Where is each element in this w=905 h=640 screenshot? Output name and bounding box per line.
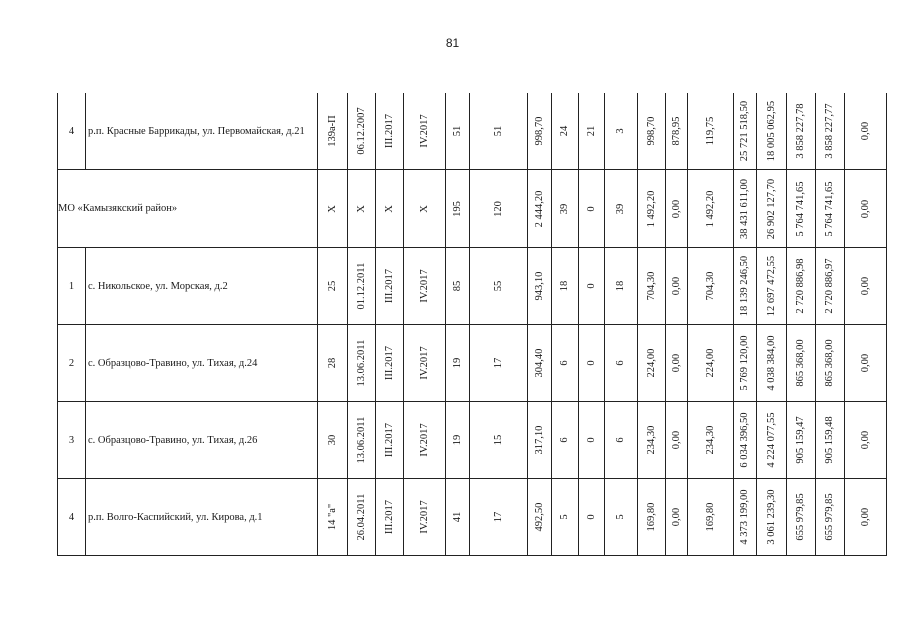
rooms-municipal-cell <box>579 93 605 170</box>
area-resettled-value: 224,00 <box>645 348 657 378</box>
cost-extra-cell <box>845 93 887 170</box>
residents-total-cell <box>446 325 470 402</box>
rooms-private-value: 39 <box>614 203 626 214</box>
row-number: 4 <box>58 93 86 170</box>
registration-date-cell <box>348 479 376 556</box>
rooms-municipal-cell <box>579 325 605 402</box>
cost-region-cell <box>787 325 816 402</box>
residents-resettled-value: 120 <box>492 200 504 217</box>
residents-resettled-value: 17 <box>492 511 504 523</box>
planned-end-value: IV.2017 <box>418 114 430 148</box>
residents-resettled-cell <box>470 170 528 248</box>
registration-date-cell <box>348 325 376 402</box>
rooms-total-cell <box>552 93 579 170</box>
rooms-private-cell <box>605 170 638 248</box>
area-private-cell <box>688 325 734 402</box>
residents-resettled-cell <box>470 248 528 325</box>
cost-fund-value: 18 005 062,95 <box>765 100 777 162</box>
cost-extra-value: 0,00 <box>859 121 871 141</box>
registration-date-cell <box>348 402 376 479</box>
area-private-cell <box>688 170 734 248</box>
object-number-cell <box>318 325 348 402</box>
rooms-private-value: 3 <box>614 128 626 134</box>
area-municipal-cell <box>666 479 688 556</box>
area-private-value: 169,80 <box>704 502 716 532</box>
cost-total-cell <box>734 479 757 556</box>
planned-start-value: III.2017 <box>383 499 395 535</box>
house-address: с. Образцово-Травино, ул. Тихая, д.26 <box>86 402 318 479</box>
area-total-value: 2 444,20 <box>533 190 545 227</box>
area-resettled-value: 169,80 <box>645 502 657 532</box>
rooms-private-cell <box>605 479 638 556</box>
cost-region-value: 3 858 227,78 <box>794 103 806 159</box>
area-private-value: 224,00 <box>704 348 716 378</box>
area-total-value: 317,10 <box>533 425 545 455</box>
object-number-value: 25 <box>326 280 338 292</box>
planned-end-cell <box>404 170 446 248</box>
row-number: 3 <box>58 402 86 479</box>
cost-region-value: 865 368,00 <box>794 339 806 387</box>
object-number-value: 14 "а" <box>326 503 338 531</box>
object-number-value: 30 <box>326 434 338 446</box>
municipality-name: МО «Камызякский район» <box>58 170 318 248</box>
cost-municipal-cell <box>816 402 845 479</box>
registration-date-value: 06.12.2007 <box>355 107 367 155</box>
object-number-cell <box>318 248 348 325</box>
area-resettled-cell <box>638 325 666 402</box>
area-private-value: 704,30 <box>704 271 716 301</box>
house-address: р.п. Волго-Каспийский, ул. Кирова, д.1 <box>86 479 318 556</box>
cost-municipal-cell <box>816 325 845 402</box>
area-resettled-value: 998,70 <box>645 116 657 146</box>
cost-extra-value: 0,00 <box>859 430 871 450</box>
planned-end-cell <box>404 248 446 325</box>
cost-extra-value: 0,00 <box>859 507 871 527</box>
row-number: 2 <box>58 325 86 402</box>
object-number-cell <box>318 479 348 556</box>
rooms-municipal-value: 0 <box>585 514 597 520</box>
cost-extra-cell <box>845 170 887 248</box>
rooms-private-value: 18 <box>614 280 626 292</box>
residents-total-cell <box>446 170 470 248</box>
residents-resettled-value: 51 <box>492 125 504 137</box>
cost-total-value: 6 034 396,50 <box>738 412 750 468</box>
residents-total-cell <box>446 479 470 556</box>
table-row <box>58 325 887 402</box>
area-municipal-value: 0,00 <box>670 199 682 218</box>
cost-fund-cell <box>757 248 787 325</box>
area-resettled-cell <box>638 479 666 556</box>
cost-fund-cell <box>757 325 787 402</box>
object-number-cell <box>318 402 348 479</box>
rooms-private-value: 6 <box>614 360 626 366</box>
cost-region-value: 5 764 741,65 <box>794 180 806 237</box>
rooms-total-value: 6 <box>558 360 570 366</box>
residents-total-value: 19 <box>451 357 463 369</box>
area-municipal-cell <box>666 248 688 325</box>
rooms-total-value: 39 <box>558 203 570 214</box>
area-municipal-value: 0,00 <box>670 430 682 450</box>
area-private-cell <box>688 402 734 479</box>
registration-date-cell <box>348 170 376 248</box>
rooms-total-cell <box>552 248 579 325</box>
residents-resettled-cell <box>470 325 528 402</box>
residents-total-value: 19 <box>451 434 463 446</box>
cost-total-value: 5 769 120,00 <box>738 335 750 391</box>
area-resettled-value: 234,30 <box>645 425 657 455</box>
rooms-total-value: 18 <box>558 280 570 292</box>
planned-start-cell <box>376 93 404 170</box>
area-private-cell <box>688 479 734 556</box>
rooms-total-cell <box>552 479 579 556</box>
area-resettled-cell <box>638 402 666 479</box>
cost-extra-cell <box>845 479 887 556</box>
area-total-value: 998,70 <box>533 116 545 146</box>
cost-total-cell <box>734 93 757 170</box>
cost-municipal-cell <box>816 479 845 556</box>
area-resettled-cell <box>638 248 666 325</box>
residents-total-cell <box>446 93 470 170</box>
cost-municipal-value: 3 858 227,77 <box>823 103 835 159</box>
cost-region-value: 2 720 886,98 <box>794 258 806 314</box>
residents-total-value: 51 <box>451 125 463 137</box>
planned-end-value: Х <box>418 204 430 213</box>
rooms-municipal-value: 0 <box>585 360 597 366</box>
rooms-municipal-value: 0 <box>585 283 597 289</box>
area-total-cell <box>528 325 552 402</box>
area-private-value: 1 492,20 <box>704 190 716 227</box>
planned-start-cell <box>376 325 404 402</box>
residents-total-value: 85 <box>451 280 463 292</box>
area-resettled-value: 1 492,20 <box>645 190 657 227</box>
registration-date-value: 13.06.2011 <box>355 339 367 387</box>
planned-start-value: III.2017 <box>383 345 395 381</box>
residents-resettled-cell <box>470 93 528 170</box>
planned-start-cell <box>376 479 404 556</box>
residents-resettled-cell <box>470 479 528 556</box>
registration-date-cell <box>348 248 376 325</box>
planned-start-cell <box>376 402 404 479</box>
cost-region-cell <box>787 479 816 556</box>
rooms-total-value: 24 <box>558 125 570 137</box>
page-number: 81 <box>445 36 460 50</box>
rooms-total-cell <box>552 325 579 402</box>
cost-municipal-cell <box>816 248 845 325</box>
rooms-municipal-value: 0 <box>585 205 597 212</box>
planned-end-cell <box>404 402 446 479</box>
rooms-private-cell <box>605 402 638 479</box>
area-municipal-value: 878,95 <box>670 116 682 146</box>
cost-extra-value: 0,00 <box>859 199 871 218</box>
rooms-municipal-value: 21 <box>585 125 597 137</box>
area-municipal-cell <box>666 170 688 248</box>
rooms-private-cell <box>605 93 638 170</box>
cost-total-value: 18 139 246,50 <box>738 255 750 317</box>
planned-end-cell <box>404 325 446 402</box>
area-resettled-value: 704,30 <box>645 271 657 301</box>
cost-total-cell <box>734 402 757 479</box>
rooms-total-cell <box>552 170 579 248</box>
cost-municipal-cell <box>816 93 845 170</box>
cost-extra-cell <box>845 325 887 402</box>
cost-municipal-value: 5 764 741,65 <box>823 180 835 237</box>
residents-total-cell <box>446 248 470 325</box>
planned-start-value: III.2017 <box>383 422 395 458</box>
planned-start-value: III.2017 <box>383 113 395 149</box>
rooms-private-value: 5 <box>614 514 626 520</box>
cost-municipal-value: 865 368,00 <box>823 339 835 387</box>
area-municipal-cell <box>666 402 688 479</box>
area-municipal-value: 0,00 <box>670 276 682 296</box>
cost-extra-value: 0,00 <box>859 276 871 296</box>
rooms-municipal-cell <box>579 248 605 325</box>
house-address: с. Никольское, ул. Морская, д.2 <box>86 248 318 325</box>
house-address: р.п. Красные Баррикады, ул. Первомайская, д.21 <box>86 93 318 170</box>
cost-municipal-value: 2 720 886,97 <box>823 258 835 314</box>
area-resettled-cell <box>638 170 666 248</box>
planned-end-cell <box>404 479 446 556</box>
area-total-cell <box>528 93 552 170</box>
cost-total-value: 25 721 518,50 <box>738 100 750 162</box>
rooms-private-cell <box>605 248 638 325</box>
cost-total-value: 38 431 611,00 <box>738 178 750 239</box>
planned-start-cell <box>376 170 404 248</box>
cost-fund-cell <box>757 170 787 248</box>
area-total-cell <box>528 479 552 556</box>
municipality-row <box>58 170 887 248</box>
area-private-cell <box>688 248 734 325</box>
rooms-total-cell <box>552 402 579 479</box>
planned-end-value: IV.2017 <box>418 269 430 303</box>
table-row <box>58 402 887 479</box>
cost-municipal-value: 655 979,85 <box>823 493 835 541</box>
cost-region-cell <box>787 248 816 325</box>
area-total-cell <box>528 402 552 479</box>
table-row <box>58 479 887 556</box>
cost-total-cell <box>734 325 757 402</box>
housing-register-table <box>57 93 887 556</box>
table-row <box>58 248 887 325</box>
residents-total-cell <box>446 402 470 479</box>
registration-date-value: 26.04.2011 <box>355 493 367 541</box>
cost-region-cell <box>787 402 816 479</box>
registration-date-cell <box>348 93 376 170</box>
planned-end-value: IV.2017 <box>418 346 430 380</box>
cost-region-cell <box>787 170 816 248</box>
registration-date-value: 13.06.2011 <box>355 416 367 464</box>
area-resettled-cell <box>638 93 666 170</box>
planned-start-cell <box>376 248 404 325</box>
cost-region-value: 905 159,47 <box>794 416 806 464</box>
rooms-municipal-cell <box>579 479 605 556</box>
cost-extra-cell <box>845 248 887 325</box>
planned-start-value: III.2017 <box>383 268 395 304</box>
planned-end-value: IV.2017 <box>418 500 430 534</box>
area-private-value: 119,75 <box>704 116 716 146</box>
residents-total-value: 41 <box>451 511 463 523</box>
rooms-total-value: 5 <box>558 514 570 520</box>
house-address: с. Образцово-Травино, ул. Тихая, д.24 <box>86 325 318 402</box>
rooms-municipal-cell <box>579 170 605 248</box>
cost-fund-value: 4 038 384,00 <box>765 335 777 391</box>
area-total-cell <box>528 170 552 248</box>
object-number-cell <box>318 93 348 170</box>
planned-end-value: IV.2017 <box>418 423 430 457</box>
area-municipal-value: 0,00 <box>670 507 682 527</box>
cost-fund-value: 12 697 472,55 <box>765 255 777 317</box>
area-municipal-cell <box>666 93 688 170</box>
area-municipal-value: 0,00 <box>670 353 682 373</box>
area-private-cell <box>688 93 734 170</box>
cost-extra-cell <box>845 402 887 479</box>
area-total-value: 492,50 <box>533 502 545 532</box>
rooms-total-value: 6 <box>558 437 570 443</box>
cost-fund-value: 26 902 127,70 <box>765 178 777 239</box>
planned-start-value: Х <box>383 204 395 213</box>
cost-fund-cell <box>757 93 787 170</box>
cost-fund-value: 3 061 239,30 <box>765 489 777 545</box>
object-number-value: 139а-П <box>326 115 338 147</box>
residents-total-value: 195 <box>451 200 463 217</box>
row-number: 4 <box>58 479 86 556</box>
planned-end-cell <box>404 93 446 170</box>
cost-total-value: 4 373 199,00 <box>738 489 750 545</box>
rooms-private-value: 6 <box>614 437 626 443</box>
object-number-value: Х <box>326 204 338 213</box>
object-number-value: 28 <box>326 357 338 369</box>
area-municipal-cell <box>666 325 688 402</box>
area-total-value: 304,40 <box>533 348 545 378</box>
registration-date-value: Х <box>355 204 367 213</box>
area-private-value: 234,30 <box>704 425 716 455</box>
cost-municipal-cell <box>816 170 845 248</box>
cost-region-value: 655 979,85 <box>794 493 806 541</box>
cost-total-cell <box>734 170 757 248</box>
cost-fund-cell <box>757 402 787 479</box>
registration-date-value: 01.12.2011 <box>355 262 367 310</box>
residents-resettled-value: 17 <box>492 357 504 369</box>
cost-fund-cell <box>757 479 787 556</box>
rooms-private-cell <box>605 325 638 402</box>
table-row <box>58 93 887 170</box>
area-total-value: 943,10 <box>533 271 545 301</box>
cost-region-cell <box>787 93 816 170</box>
cost-total-cell <box>734 248 757 325</box>
residents-resettled-value: 15 <box>492 434 504 446</box>
residents-resettled-value: 55 <box>492 280 504 292</box>
cost-fund-value: 4 224 077,55 <box>765 412 777 468</box>
object-number-cell <box>318 170 348 248</box>
row-number: 1 <box>58 248 86 325</box>
area-total-cell <box>528 248 552 325</box>
residents-resettled-cell <box>470 402 528 479</box>
rooms-municipal-cell <box>579 402 605 479</box>
cost-municipal-value: 905 159,48 <box>823 416 835 464</box>
rooms-municipal-value: 0 <box>585 437 597 443</box>
cost-extra-value: 0,00 <box>859 353 871 373</box>
